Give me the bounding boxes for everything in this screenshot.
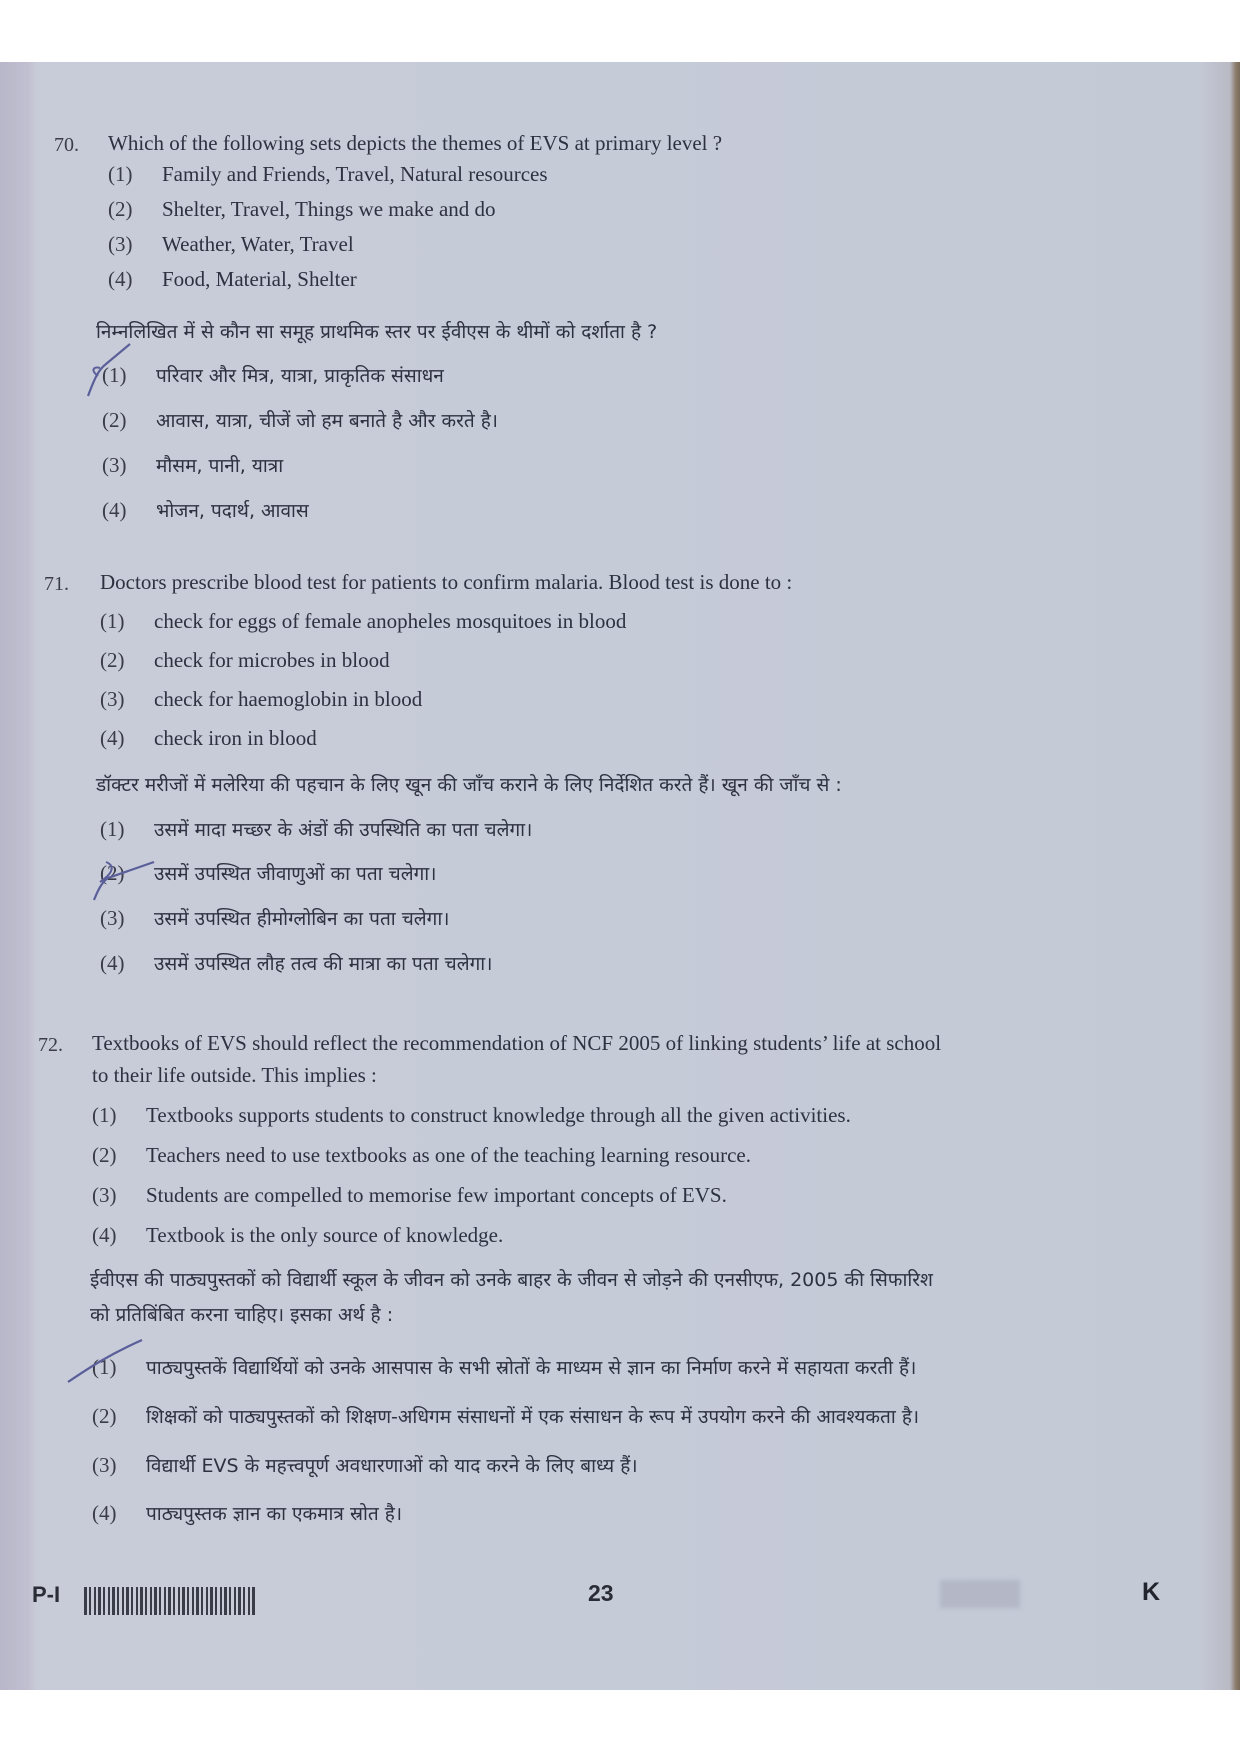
option-en-3[interactable]: (3) check for haemoglobin in blood — [100, 687, 423, 711]
option-hi-2[interactable]: (2) उसमें उपस्थित जीवाणुओं का पता चलेगा। — [100, 861, 437, 885]
option-en-2[interactable]: (2) Shelter, Travel, Things we make and do — [108, 197, 496, 221]
option-hi-3[interactable]: (3) उसमें उपस्थित हीमोग्लोबिन का पता चलेगा। — [100, 906, 450, 930]
set-code: K — [1142, 1578, 1161, 1606]
question-text-hi-line2: को प्रतिबिंबित करना चाहिए। इसका अर्थ है : — [90, 1304, 394, 1326]
question-text-en-line1: Textbooks of EVS should reflect the recommendation of NCF 2005 of linking students’ life at school — [92, 1031, 942, 1055]
question-number: 70. — [54, 134, 79, 156]
option-hi-2[interactable]: (2) आवास, यात्रा, चीजें जो हम बनाते है और करते है। — [102, 408, 499, 432]
question-number: 71. — [44, 573, 69, 595]
option-en-2[interactable]: (2) check for microbes in blood — [100, 648, 390, 672]
option-en-2[interactable]: (2) Teachers need to use textbooks as one of the teaching learning resource. — [92, 1143, 751, 1167]
question-text-en: Which of the following sets depicts the themes of EVS at primary level ? — [108, 131, 723, 155]
question-text-en-line2: to their life outside. This implies : — [92, 1063, 377, 1087]
page-number: 23 — [588, 1580, 614, 1606]
option-en-1[interactable]: (1) check for eggs of female anopheles mosquitoes in blood — [100, 609, 627, 633]
option-hi-2[interactable]: (2) शिक्षकों को पाठ्यपुस्तकों को शिक्षण-अधिगम संसाधनों में एक संसाधन के रूप में उपयोग करने की आवश्यकता है। — [92, 1404, 920, 1428]
question-text-en: Doctors prescribe blood test for patients to confirm malaria. Blood test is done to : — [100, 570, 793, 594]
option-hi-1[interactable]: (1) परिवार और मित्र, यात्रा, प्राकृतिक संसाधन — [102, 363, 444, 387]
question-number: 72. — [38, 1034, 63, 1056]
option-en-1[interactable]: (1) Textbooks supports students to construct knowledge through all the given activities. — [92, 1103, 851, 1127]
option-hi-3[interactable]: (3) विद्यार्थी EVS के महत्त्वपूर्ण अवधारणाओं को याद करने के लिए बाध्य हैं। — [92, 1453, 638, 1477]
option-hi-3[interactable]: (3) मौसम, पानी, यात्रा — [102, 453, 284, 477]
option-hi-4[interactable]: (4) उसमें उपस्थित लौह तत्व की मात्रा का पता चलेगा। — [100, 951, 493, 975]
question-text-hi: निम्नलिखित में से कौन सा समूह प्राथमिक स्तर पर ईवीएस के थीमों को दर्शाता है ? — [96, 321, 658, 343]
option-en-4[interactable]: (4) check iron in blood — [100, 726, 317, 750]
question-text-hi-line1: ईवीएस की पाठ्यपुस्तकों को विद्यार्थी स्कूल के जीवन को उनके बाहर के जीवन से जोड़ने की एनसीएफ, 2005 की सिफारिश — [90, 1269, 933, 1291]
option-hi-1[interactable]: (1) पाठ्यपुस्तकें विद्यार्थियों को उनके आसपास के सभी स्रोतों के माध्यम से ज्ञान का निर्माण करने में सहायता करती हैं। — [92, 1355, 917, 1379]
paper-code: P-I — [32, 1582, 61, 1607]
page-fold-shadow — [0, 62, 36, 1690]
option-hi-4[interactable]: (4) पाठ्यपुस्तक ज्ञान का एकमात्र स्रोत है। — [92, 1501, 403, 1525]
option-en-3[interactable]: (3) Weather, Water, Travel — [108, 232, 354, 256]
option-en-3[interactable]: (3) Students are compelled to memorise few important concepts of EVS. — [92, 1183, 727, 1207]
option-hi-4[interactable]: (4) भोजन, पदार्थ, आवास — [102, 498, 309, 522]
show-through-text — [940, 1580, 1020, 1608]
option-hi-1[interactable]: (1) उसमें मादा मच्छर के अंडों की उपस्थिति का पता चलेगा। — [100, 817, 533, 841]
barcode-icon — [84, 1587, 256, 1615]
option-en-4[interactable]: (4) Food, Material, Shelter — [108, 267, 357, 291]
option-en-4[interactable]: (4) Textbook is the only source of knowledge. — [92, 1223, 504, 1247]
option-en-1[interactable]: (1) Family and Friends, Travel, Natural resources — [108, 162, 548, 186]
question-text-hi: डॉक्टर मरीजों में मलेरिया की पहचान के लिए खून की जाँच कराने के लिए निर्देशित करते हैं। खून की जाँच से : — [96, 774, 842, 796]
